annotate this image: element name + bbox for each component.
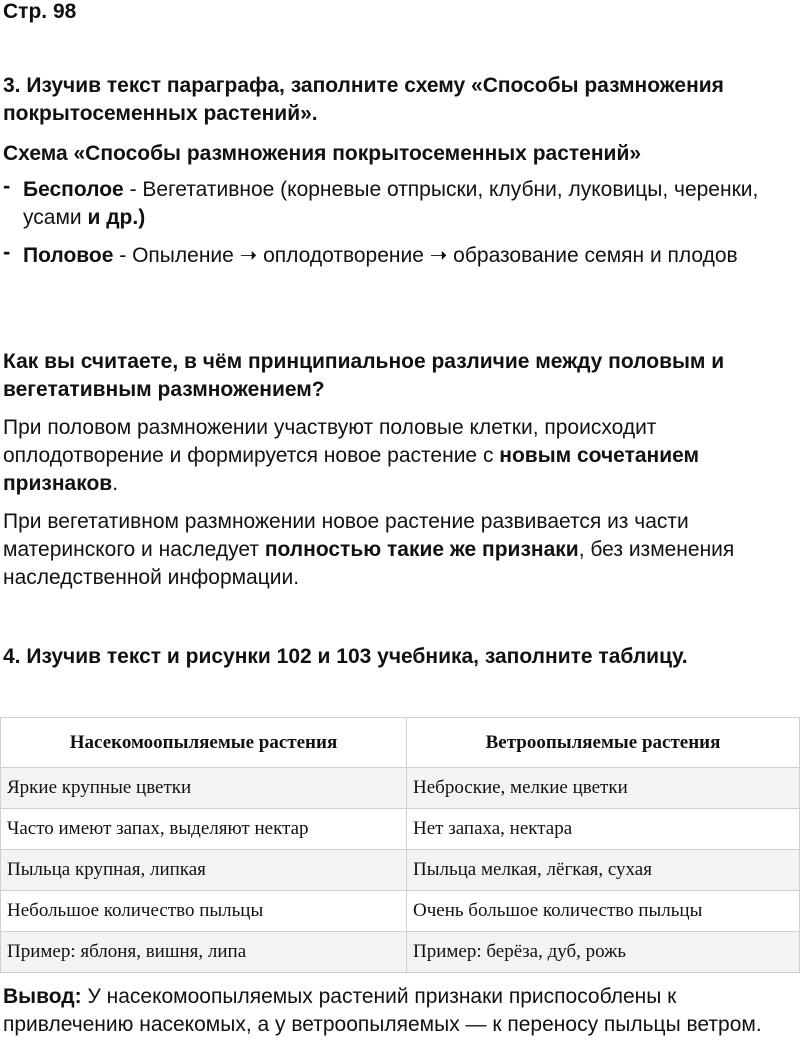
table-cell: Пример: берёза, дуб, рожь <box>407 932 800 973</box>
table-cell: Пример: яблоня, вишня, липа <box>1 932 407 973</box>
asexual-tail: и др.) <box>87 206 146 229</box>
table-cell: Небольшое количество пыльцы <box>1 891 407 932</box>
table-cell: Очень большое количество пыльцы <box>407 891 800 932</box>
asexual-term: Бесполое <box>23 178 124 201</box>
page-number: Стр. 98 <box>3 0 77 23</box>
table-cell: Пыльца мелкая, лёгкая, сухая <box>407 850 800 891</box>
table-row <box>1 850 800 891</box>
table-row <box>1 891 800 932</box>
bullet-sexual <box>3 239 793 270</box>
para1-end: . <box>112 472 119 495</box>
dash-marker: - <box>3 173 11 198</box>
dash-marker: - <box>3 239 11 264</box>
asexual-text: - Вегетативное (корневые отпрыски, клубни, луковицы, черенки, усами <box>23 178 759 229</box>
discussion-paragraph-2 <box>3 508 795 592</box>
conclusion-label: Вывод: <box>3 985 82 1008</box>
bullet-asexual <box>3 173 793 232</box>
table-row <box>1 809 800 850</box>
para2-end: , без изменения наследственной информации. <box>3 538 735 589</box>
table-cell: Часто имеют запах, выделяют нектар <box>1 809 407 850</box>
sexual-term: Половое <box>23 244 114 267</box>
pollination-table <box>0 717 800 973</box>
task4-question: 4. Изучив текст и рисунки 102 и 103 учебника, заполните таблицу. <box>3 645 688 668</box>
discussion-question: Как вы считаете, в чём принципиальное различие между половым и вегетативным размножением? <box>3 350 725 401</box>
para2-bold: полностью такие же признаки <box>264 538 579 561</box>
table-cell: Нет запаха, нектара <box>407 809 800 850</box>
table-cell: Пыльца крупная, липкая <box>1 850 407 891</box>
table-cell: Яркие крупные цветки <box>1 768 407 809</box>
conclusion <box>3 983 793 1039</box>
table-row <box>1 932 800 973</box>
table-cell: Неброские, мелкие цветки <box>407 768 800 809</box>
table-header-row <box>1 718 800 768</box>
discussion-paragraph-1 <box>3 414 795 498</box>
conclusion-text: У насекомоопыляемых растений признаки приспособлены к привлечению насекомых, а у ветроопыляемых — к переносу пыльцы ветром. <box>3 985 762 1036</box>
header-wind: Ветроопыляемые растения <box>407 718 800 768</box>
table-row <box>1 768 800 809</box>
para1-bold: новым сочетанием признаков <box>3 444 700 495</box>
sexual-text: - Опыление ➝ оплодотворение ➝ образование семян и плодов <box>113 244 738 267</box>
para2-start: При вегетативном размножении новое растение развивается из части материнского и наследует <box>3 510 689 561</box>
header-insect: Насекомоопыляемые растения <box>1 718 407 768</box>
para1-start: При половом размножении участвуют половые клетки, происходит оплодотворение и формируется новое растение с <box>3 416 657 467</box>
scheme-title: Схема «Способы размножения покрытосеменных растений» <box>3 142 642 165</box>
task3-question: 3. Изучив текст параграфа, заполните схему «Способы размножения покрытосеменных растений». <box>3 74 724 125</box>
